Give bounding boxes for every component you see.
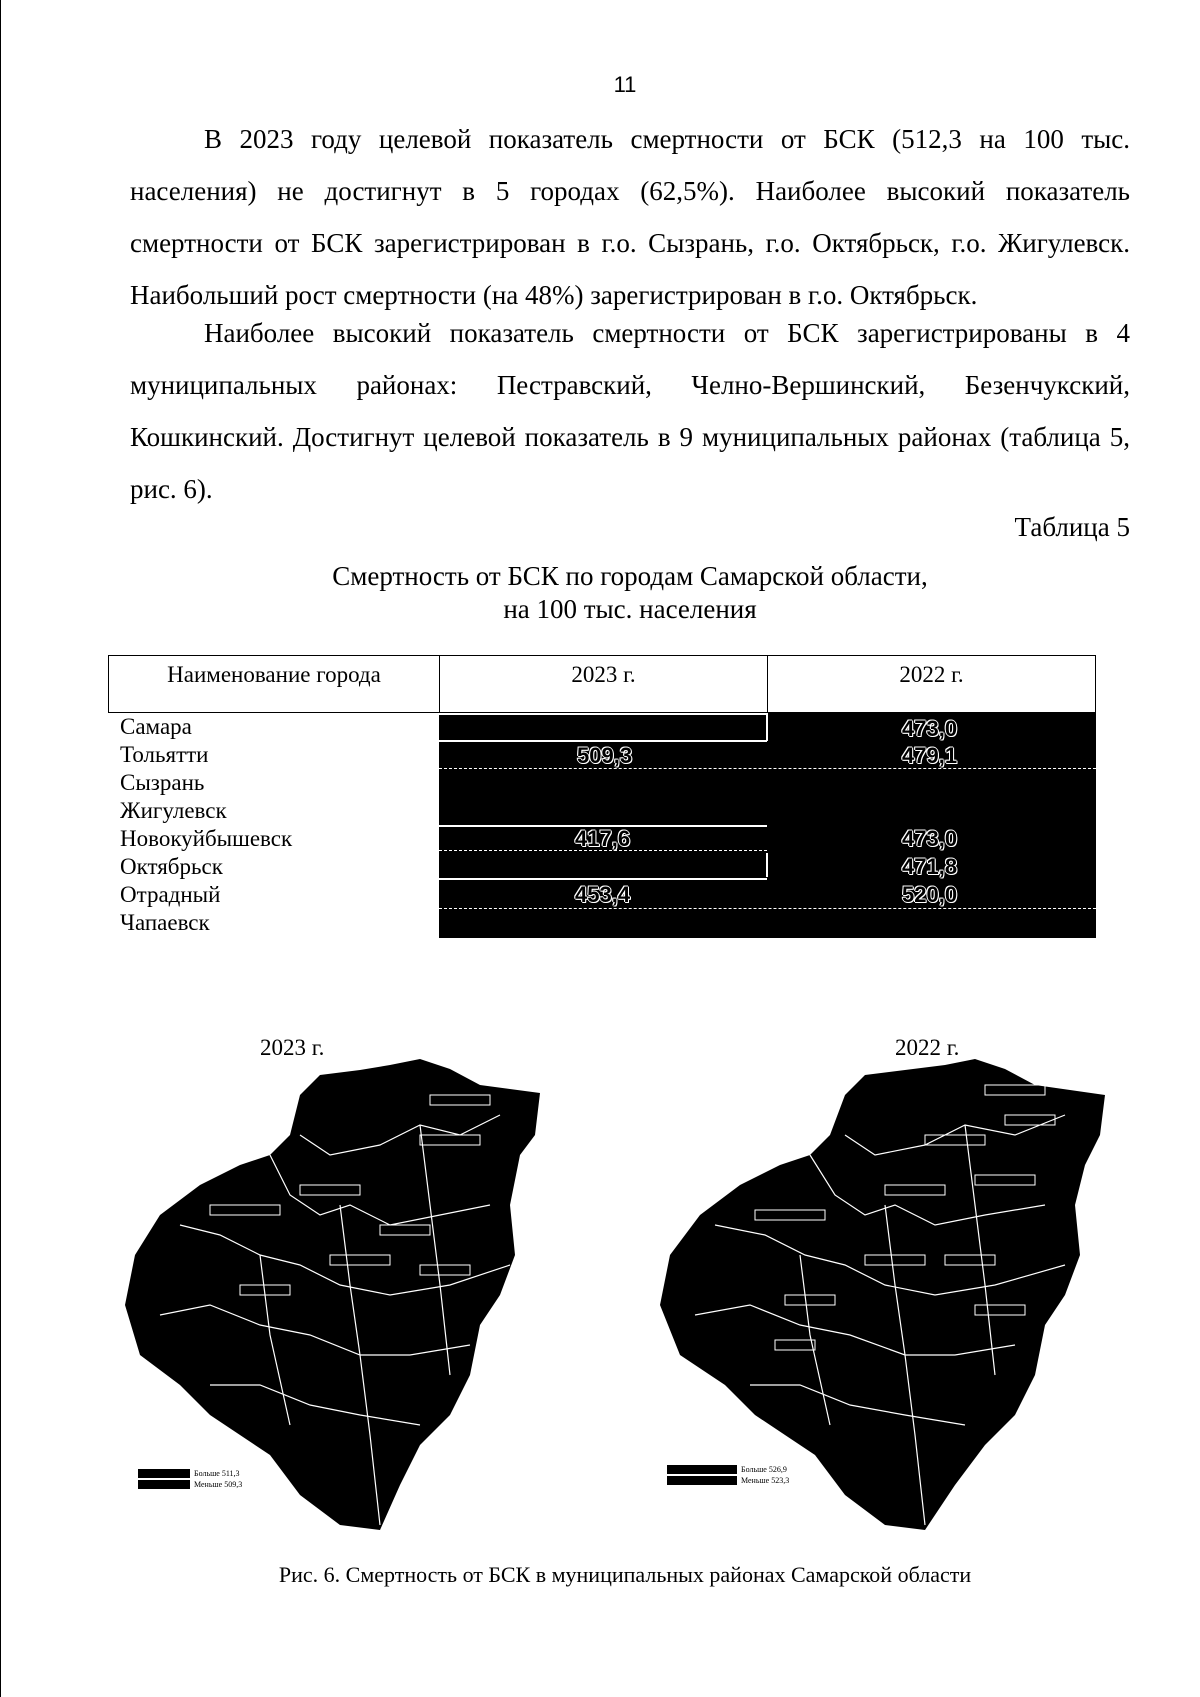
city-name: Октябрьск [120,854,223,879]
city-name: Сызрань [120,770,205,795]
paragraph-1 [130,113,1130,321]
city-name: Отрадный [120,882,221,907]
region-shape [660,1059,1105,1530]
paragraph-2 [130,307,1130,515]
map-2022 [655,1055,1125,1535]
value-2022-row7: 520,0 [902,882,958,907]
value-2022-row6: 471,8 [902,854,958,879]
row-divider [439,740,767,742]
paragraph-2-text: Наиболее высокий показатель смертности от БСК зарегистрированы в 4 муниципальных районах: Пестравский, Челно-Вершинский, Безенчукский, Кошкинский. Достигнут целевой показатель в 9 муниципальных районах (таблица 5, рис. 6). [130,318,1130,504]
city-name: Тольятти [120,742,209,767]
table-body [108,713,1096,938]
value-2022-row2: 479,1 [902,743,958,768]
value-2023-row7: 453,4 [575,882,631,907]
table-values-block [439,713,1096,938]
map-2022-legend [667,1464,789,1486]
scan-edge-line [0,0,1,1697]
row-divider [439,878,767,880]
value-2022-row5: 473,0 [902,826,958,851]
header-2023: 2023 г. [440,656,768,712]
row-divider [439,768,1096,769]
map-2023-label: 2023 г. [260,1035,325,1060]
city-name: Чапаевск [120,910,210,935]
header-city: Наименование города [109,656,440,712]
legend-swatch [138,1469,190,1478]
map-2022-label: 2022 г. [895,1035,960,1060]
legend-swatch [667,1476,737,1485]
value-2023-row2: 509,3 [577,743,633,768]
city-name: Жигулевск [120,798,227,823]
table-header-row [108,655,1096,713]
map-2023-legend [138,1468,242,1490]
row-divider [439,908,1096,909]
value-2022-row1: 473,0 [902,716,958,741]
legend-swatch [138,1480,190,1489]
col-divider [766,853,768,877]
paragraph-1-text: В 2023 году целевой показатель смертности от БСК (512,3 на 100 тыс. населения) не достигнут в 5 городах (62,5%). Наиболее высокий показатель смертности от БСК зарегистрирован в г.о. Сызрань, г.о. Октябрьск, г.о. Жигулевск. Наибольший рост смертности (на 48%) зарегистрирован в г.о. Октябрьск. [130,124,1130,310]
table-label: Таблица 5 [1014,512,1130,542]
legend-text: Больше 526,9 [741,1465,787,1474]
row-divider [439,713,767,715]
col-divider [766,713,768,741]
map-2023 [120,1055,560,1535]
legend-swatch [667,1465,737,1474]
table-title [130,560,1130,626]
region-shape [125,1059,540,1530]
city-name: Новокуйбышевск [120,826,293,851]
legend-text: Больше 511,3 [194,1469,240,1478]
city-names [120,713,292,937]
table-title-line-2: на 100 тыс. населения [503,594,757,624]
city-name: Самара [120,714,192,739]
header-2022: 2022 г. [899,662,964,687]
legend-text: Меньше 523,3 [741,1476,790,1485]
figure-caption: Рис. 6. Смертность от БСК в муниципальных районах Самарской области [278,1562,972,1587]
mortality-table [108,655,1096,938]
page-number: 11 [613,72,637,97]
legend-text: Меньше 509,3 [194,1480,243,1489]
value-2023-row5: 417,6 [575,826,631,851]
table-title-line-1: Смертность от БСК по городам Самарской области, [332,561,928,591]
